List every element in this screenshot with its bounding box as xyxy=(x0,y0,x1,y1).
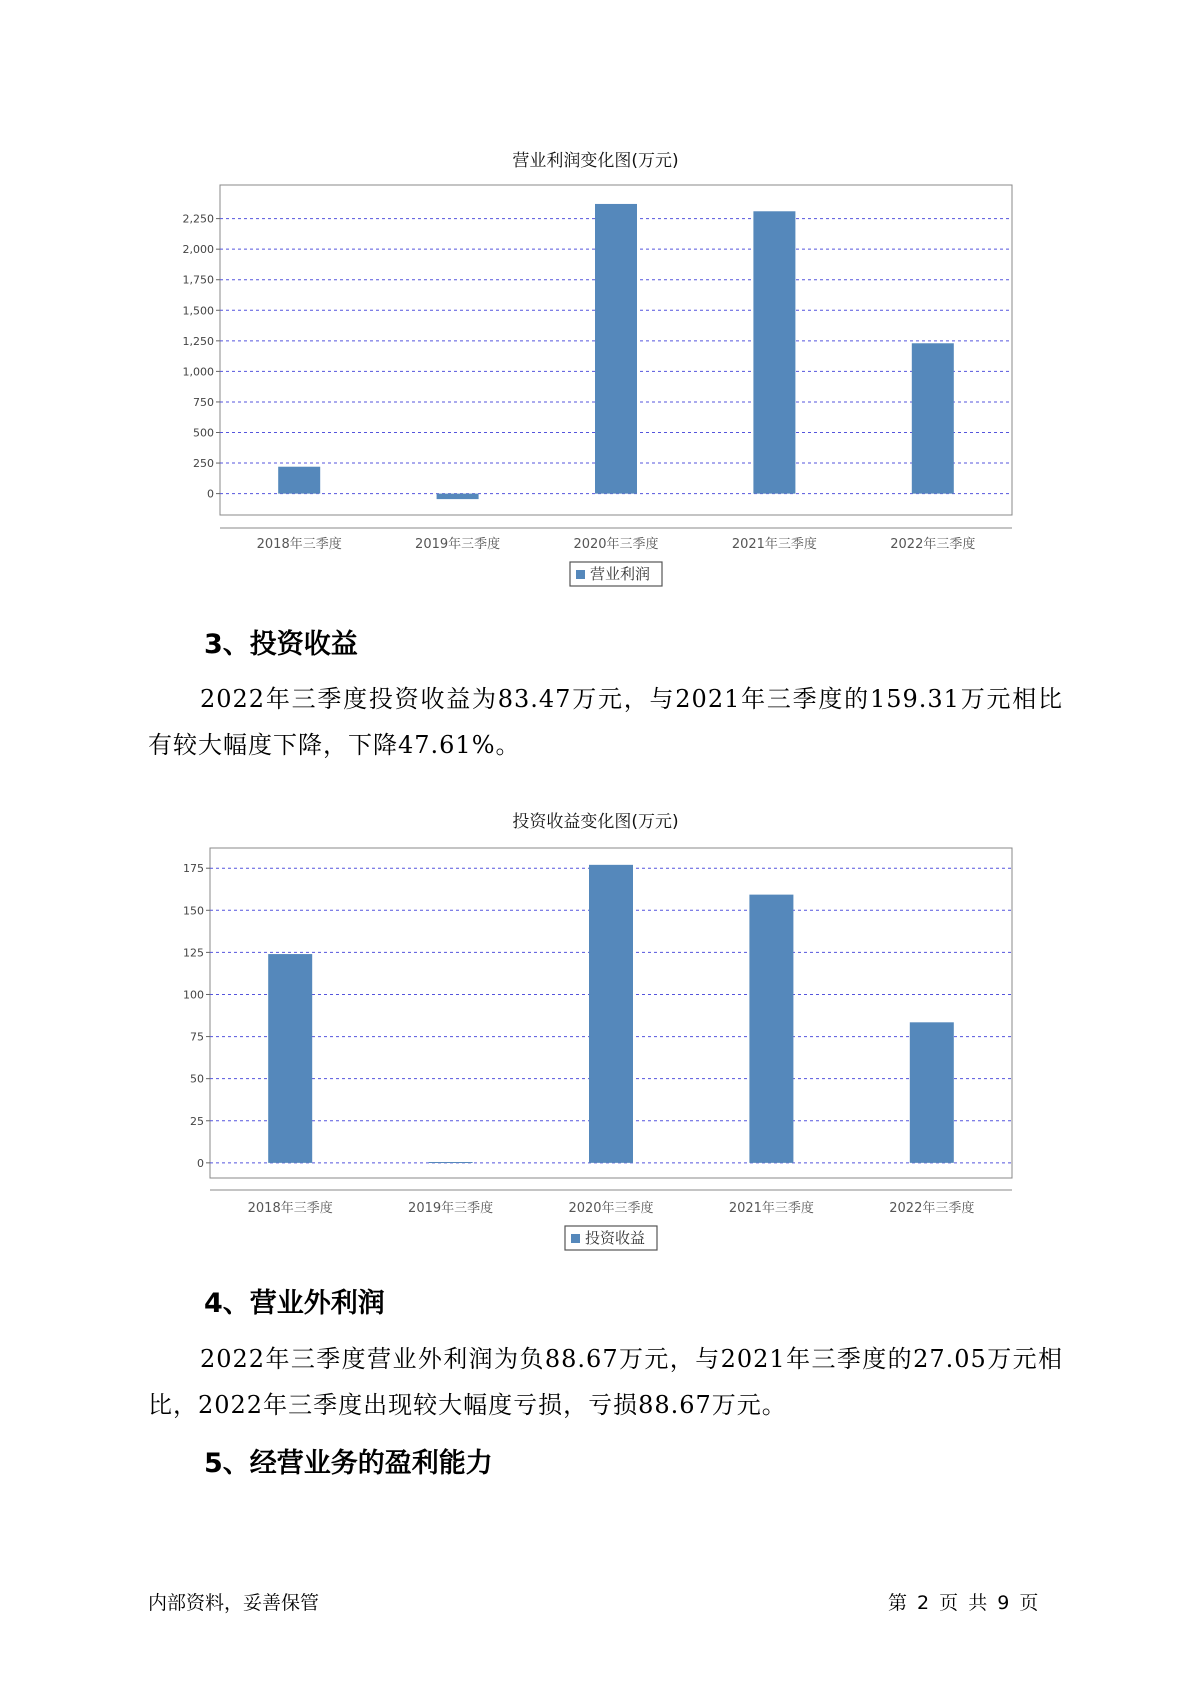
bar xyxy=(429,1162,473,1163)
footer-confidential-note: 内部资料，妥善保管 xyxy=(148,1592,320,1614)
legend-swatch xyxy=(571,1234,580,1243)
y-tick-label: 0 xyxy=(207,487,214,501)
y-tick-label: 100 xyxy=(183,988,204,1002)
bar xyxy=(595,204,637,494)
y-tick-label: 75 xyxy=(190,1030,204,1044)
y-tick-label: 2,000 xyxy=(182,243,214,257)
section-4-paragraph: 2022年三季度营业外利润为负88.67万元，与2021年三季度的27.05万元相比，2022年三季度出现较大幅度亏损，亏损88.67万元。 xyxy=(148,1345,1063,1419)
x-tick-label: 2019年三季度 xyxy=(408,1201,494,1216)
y-tick-label: 1,000 xyxy=(182,365,214,379)
chart-title: 营业利润变化图(万元) xyxy=(512,151,679,171)
bar xyxy=(910,1022,954,1163)
x-tick-label: 2018年三季度 xyxy=(256,537,342,552)
y-tick-label: 1,250 xyxy=(182,334,214,348)
y-tick-label: 175 xyxy=(183,862,204,876)
bar xyxy=(749,895,793,1163)
legend-label: 营业利润 xyxy=(590,565,651,583)
footer-page-number: 第 2 页 共 9 页 xyxy=(888,1592,1039,1614)
bar xyxy=(268,954,312,1163)
x-tick-label: 2022年三季度 xyxy=(889,1201,975,1216)
section-5-heading: 5、经营业务的盈利能力 xyxy=(204,1448,493,1479)
x-tick-label: 2020年三季度 xyxy=(573,537,659,552)
bar xyxy=(753,211,795,493)
bar xyxy=(589,865,633,1163)
chart-title: 投资收益变化图(万元) xyxy=(512,812,679,832)
y-tick-label: 0 xyxy=(197,1156,204,1170)
section-3-paragraph: 2022年三季度投资收益为83.47万元，与2021年三季度的159.31万元相比有较大幅度下降，下降47.61%。 xyxy=(148,685,1063,759)
y-tick-label: 750 xyxy=(193,395,214,409)
x-tick-label: 2021年三季度 xyxy=(728,1201,814,1216)
y-tick-label: 1,750 xyxy=(182,273,214,287)
y-tick-label: 250 xyxy=(193,457,214,471)
y-tick-label: 125 xyxy=(183,946,204,960)
x-tick-label: 2020年三季度 xyxy=(568,1201,654,1216)
bar xyxy=(278,467,320,494)
y-tick-label: 500 xyxy=(193,426,214,440)
y-tick-label: 50 xyxy=(190,1072,204,1086)
y-tick-label: 150 xyxy=(183,904,204,918)
operating-profit-chart-svg xyxy=(0,170,1191,630)
bar xyxy=(437,494,479,500)
y-tick-label: 2,250 xyxy=(182,212,214,226)
x-tick-label: 2019年三季度 xyxy=(415,537,501,552)
y-tick-label: 1,500 xyxy=(182,304,214,318)
legend-label: 投资收益 xyxy=(585,1229,646,1247)
section-3-heading: 3、投资收益 xyxy=(204,629,358,660)
section-4-heading: 4、营业外利润 xyxy=(204,1288,385,1319)
x-tick-label: 2021年三季度 xyxy=(731,537,817,552)
investment-income-chart-svg xyxy=(0,834,1191,1264)
x-tick-label: 2022年三季度 xyxy=(890,537,976,552)
bar xyxy=(912,343,954,493)
x-tick-label: 2018年三季度 xyxy=(247,1201,333,1216)
y-tick-label: 25 xyxy=(190,1114,204,1128)
legend-swatch xyxy=(576,570,585,579)
